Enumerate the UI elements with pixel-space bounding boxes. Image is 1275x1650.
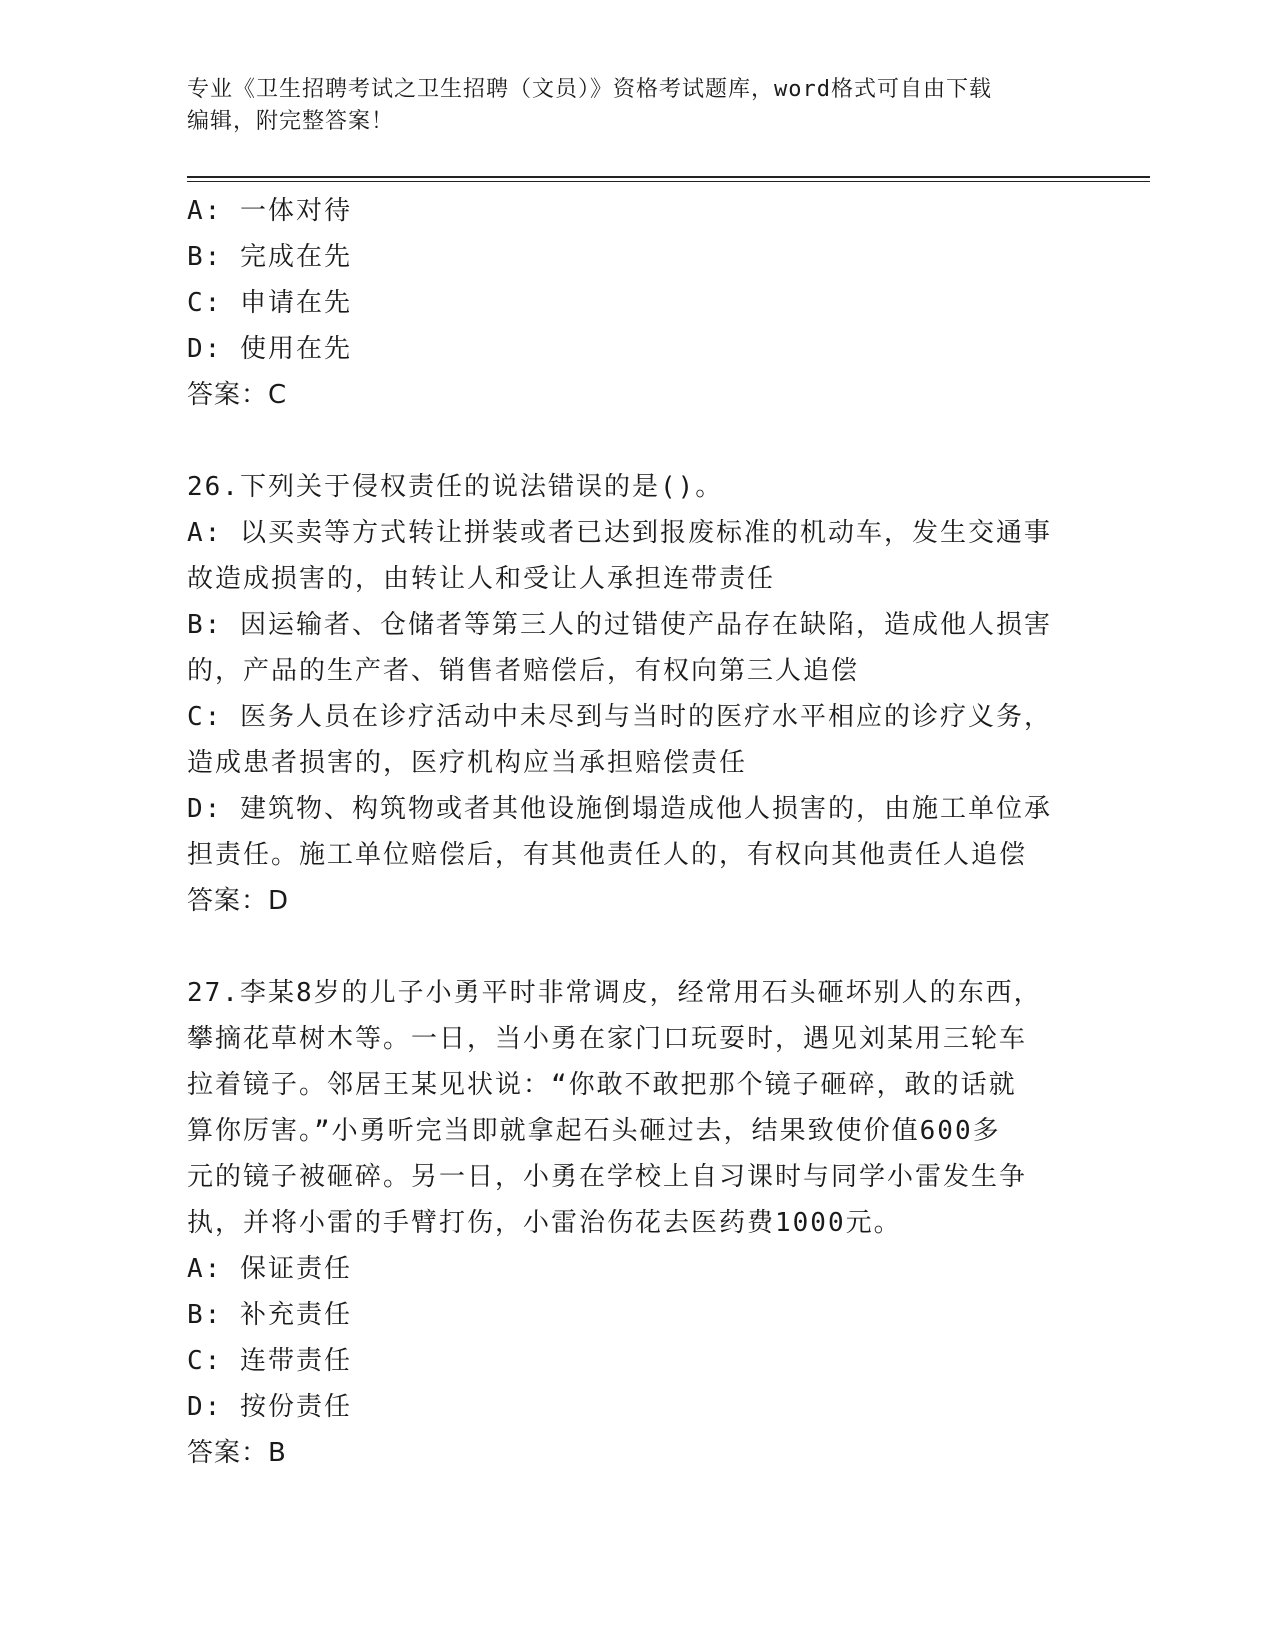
option-d: D: 使用在先 xyxy=(187,334,352,364)
option-b-line-2: 的，产品的生产者、销售者赔偿后，有权向第三人追偿 xyxy=(187,656,860,686)
question-stem-line-6: 执，并将小雷的手臂打伤，小雷治伤花去医药费1000元。 xyxy=(187,1208,902,1238)
option-d-line-1: D: 建筑物、构筑物或者其他设施倒塌造成他人损害的，由施工单位承 xyxy=(187,794,1052,824)
option-c-line-1: C: 医务人员在诊疗活动中未尽到与当时的医疗水平相应的诊疗义务， xyxy=(187,702,1052,732)
option-b: B: 补充责任 xyxy=(187,1300,352,1330)
option-d: D: 按份责任 xyxy=(187,1392,352,1422)
document-header xyxy=(187,74,1087,138)
option-a-line-1: A: 以买卖等方式转让拼装或者已达到报废标准的机动车，发生交通事 xyxy=(187,518,1052,548)
question-stem-line-4: 算你厉害。”小勇听完当即就拿起石头砸过去，结果致使价值600多 xyxy=(187,1116,1001,1146)
question-content xyxy=(187,188,1087,1476)
option-b-line-1: B: 因运输者、仓储者等第三人的过错使产品存在缺陷，造成他人损害 xyxy=(187,610,1052,640)
question-26 xyxy=(187,464,1087,924)
question-25 xyxy=(187,188,1087,418)
question-stem-line-3: 拉着镜子。邻居王某见状说：“你敢不敢把那个镜子砸碎，敢的话就 xyxy=(187,1070,1017,1100)
header-divider-thick xyxy=(187,176,1150,178)
spacer xyxy=(187,418,1087,464)
question-stem-line-2: 攀摘花草树木等。一日，当小勇在家门口玩耍时，遇见刘某用三轮车 xyxy=(187,1024,1028,1054)
spacer xyxy=(187,924,1087,970)
header-divider-thin xyxy=(187,181,1150,182)
option-c: C: 申请在先 xyxy=(187,288,352,318)
option-b: B: 完成在先 xyxy=(187,242,352,272)
option-a-line-2: 故造成损害的，由转让人和受让人承担连带责任 xyxy=(187,564,776,594)
answer: 答案：B xyxy=(187,1438,287,1468)
option-c-line-2: 造成患者损害的，医疗机构应当承担赔偿责任 xyxy=(187,748,748,778)
option-a: A: 保证责任 xyxy=(187,1254,352,1284)
question-stem-line-1: 27.李某8岁的儿子小勇平时非常调皮，经常用石头砸坏别人的东西， xyxy=(187,978,1042,1008)
option-d-line-2: 担责任。施工单位赔偿后，有其他责任人的，有权向其他责任人追偿 xyxy=(187,840,1028,870)
question-27 xyxy=(187,970,1087,1476)
option-a: A: 一体对待 xyxy=(187,196,352,226)
question-stem: 26.下列关于侵权责任的说法错误的是()。 xyxy=(187,472,724,502)
answer: 答案：C xyxy=(187,380,288,410)
header-line-2: 编辑，附完整答案！ xyxy=(187,109,395,134)
question-stem-line-5: 元的镜子被砸碎。另一日，小勇在学校上自习课时与同学小雷发生争 xyxy=(187,1162,1028,1192)
option-c: C: 连带责任 xyxy=(187,1346,352,1376)
header-line-1: 专业《卫生招聘考试之卫生招聘（文员）》资格考试题库，word格式可自由下载 xyxy=(187,77,992,102)
answer: 答案：D xyxy=(187,886,290,916)
